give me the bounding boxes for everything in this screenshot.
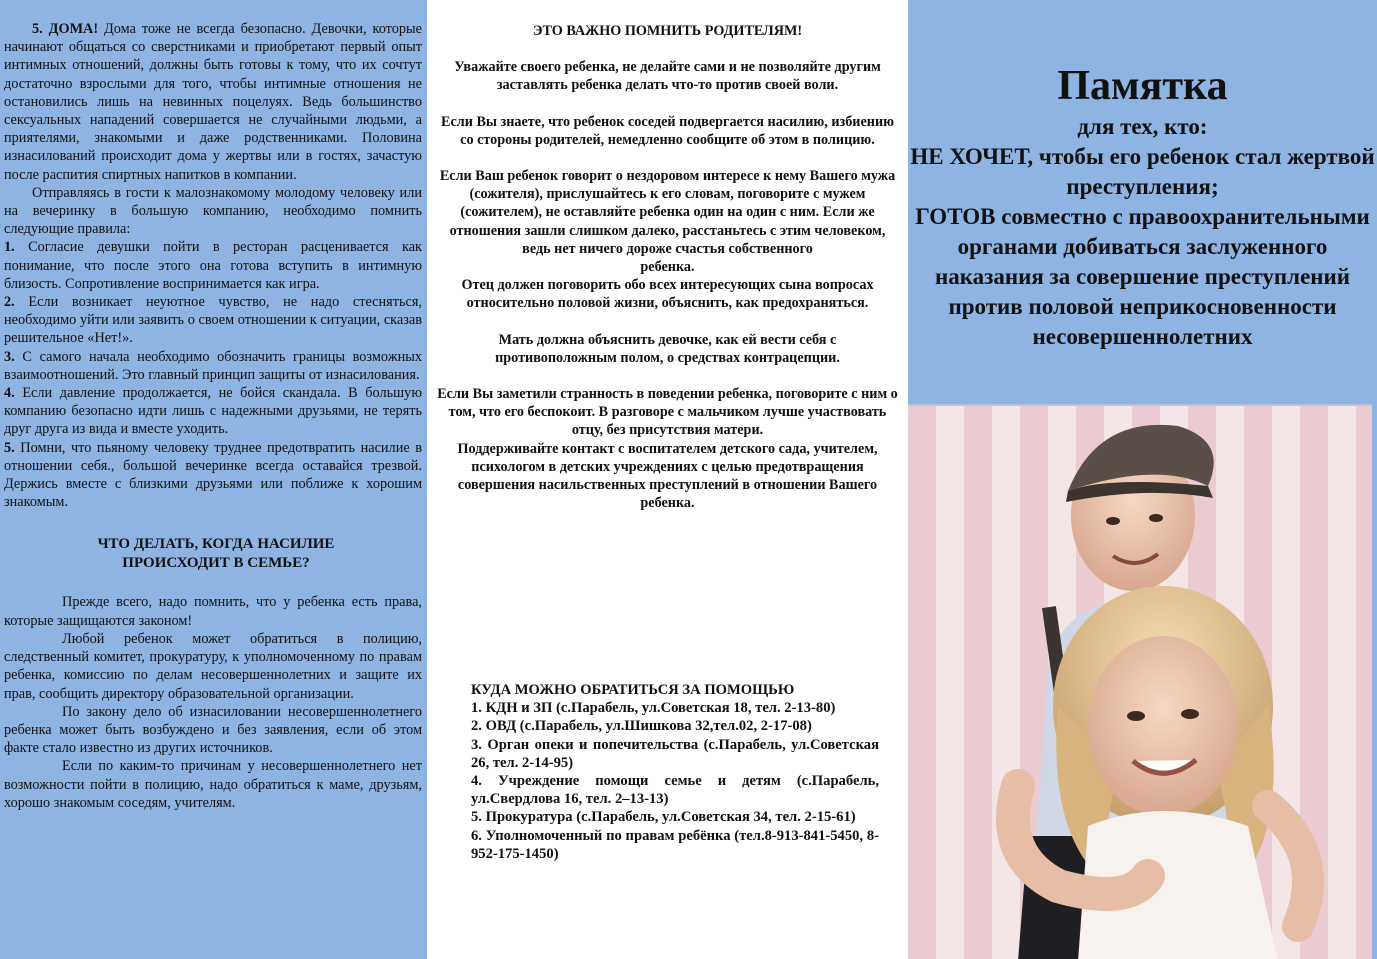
contact-item: 1. КДН и ЗП (с.Парабель, ул.Советская 18, тел. 2-13-80) <box>471 700 836 717</box>
rule-number: 4. <box>4 385 15 402</box>
paragraph-text: Дома тоже не всегда безопасно. Девочки, которые начинают общаться со сверстниками и приобретают первый опыт интимных отношений, должны быть готовы к тому, что их сочтут достаточно взрослыми для того, чтобы интимные отношения не остановились лишь на невинных поцелуях. Ведь большинство сексуальных нападений совершается не случайными людьми, а приятелями, знакомыми и даже родственниками. Половина изнасилований происходит дома у жертвы или в гостях, зачастую после распития спиртных напитков в компании. <box>4 21 422 183</box>
rule-item <box>4 439 422 512</box>
contact-item: 3. Орган опеки и попечительства (с.Парабель, ул.Советская 26, тел. 2-14-95) <box>471 736 879 771</box>
contacts-title: КУДА МОЖНО ОБРАТИТЬСЯ ЗА ПОМОЩЬЮ <box>471 682 795 698</box>
paragraph-rules-intro: Отправляясь в гости к малознакомому молодому человеку или на вечеринку в большую компанию, необходимо помнить следующие правила: <box>4 184 422 238</box>
middle-title: ЭТО ВАЖНО ПОМНИТЬ РОДИТЕЛЯМ! <box>532 23 803 39</box>
paragraph-home <box>4 20 422 184</box>
subtitle-line: НЕ ХОЧЕТ, чтобы его ребенок стал жертвой преступления; <box>910 144 1375 199</box>
rule-text: Если возникает неуютное чувство, не надо стесняться, необходимо уйти или заявить о своем отношении к ситуации, сказав решительное «Нет!». <box>4 294 423 347</box>
rule-item <box>4 384 422 439</box>
rule-text: Если давление продолжается, не бойся скандала. В большую компанию безопасно идти лишь с надежными друзьями, не терять друг друга из вида и вместе уходить. <box>4 385 422 438</box>
section-heading: ЧТО ДЕЛАТЬ, КОГДА НАСИЛИЕ ПРОИСХОДИТ В СЕМЬЕ? <box>97 536 335 572</box>
advice-paragraph: Уважайте своего ребенка, не делайте сами и не позволяйте другим заставлять ребенка делать что-то против своей воли. <box>454 59 881 94</box>
contacts-section <box>471 681 879 863</box>
subtitle-line: ГОТОВ совместно с правоохранительными органами добиваться заслуженного наказания за совершение преступлений против половой неприкосновенности несовершеннолетних <box>915 204 1370 349</box>
left-panel <box>0 0 427 959</box>
children-photo <box>908 404 1372 959</box>
rule-number: 1. <box>4 239 15 256</box>
rule-number: 3. <box>4 348 15 365</box>
advice-paragraph: Отец должен поговорить обо всех интересующих сына вопросах относительно половой жизни, объяснить, как предохраняться. <box>461 277 874 312</box>
paragraph-rights: Прежде всего, надо помнить, что у ребенка есть права, которые защищаются законом! <box>4 594 422 629</box>
item-number: 5. <box>32 21 43 37</box>
rule-item <box>4 238 422 293</box>
paragraph-if-cannot: Если по каким-то причинам у несовершеннолетнего нет возможности пойти в полицию, надо обратиться к маме, друзьям, хорошо знакомым соседям, учителям. <box>4 758 422 811</box>
title-block <box>908 60 1377 352</box>
rule-item <box>4 348 422 384</box>
advice-paragraph: Если Вы заметили странность в поведении ребенка, поговорите с ним о том, что его беспокоит. В разговоре с мальчиком лучше участвовать отцу, без присутствия матери. <box>437 386 898 439</box>
contact-item: 4. Учреждение помощи семье и детям (с.Парабель, ул.Свердлова 16, тел. 2–13-13) <box>471 773 879 808</box>
paragraph-contact-police: Любой ребенок может обратиться в полицию, следственный комитет, прокуратуру, к уполномоченному по правам ребенка, комиссию по делам несовершеннолетних и защите их прав, сообщить директору образовательной организации. <box>4 630 422 702</box>
rule-text: Помни, что пьяному человеку труднее предотвратить насилие в отношении себя., большой вечеринке всегда оставайся трезвой. Держись вместе с близкими друзьями или поближе к хорошим знакомым. <box>4 439 422 511</box>
paragraph-law: По закону дело об изнасиловании несовершеннолетнего ребенка может быть возбуждено и без заявления, если об этом факте стало известно из других источников. <box>4 703 422 757</box>
rule-number: 5. <box>4 439 15 456</box>
right-panel <box>908 0 1377 959</box>
advice-paragraph: Если Ваш ребенок говорит о нездоровом интересе к нему Вашего мужа (сожителя), прислушайтесь к его словам, поговорите с мужем (сожителем), не оставляйте ребенка один на один с ним. Если же отношения зашли слишком далеко, расстаньтесь с этим человеком, ведь нет ничего дороже счастья собственного <box>439 168 896 257</box>
advice-paragraph: Поддерживайте контакт с воспитателем детского сада, учителем, психологом в детских учреждениях с целью предотвращения совершения насильственных преступлений в отношении Вашего ребенка. <box>457 440 878 512</box>
advice-paragraph: ребенка. <box>640 259 695 276</box>
rule-text: Согласие девушки пойти в ресторан расценивается как понимание, что после этого она готова вступить в интимную близость. Сопротивление воспринимается как игра. <box>4 239 422 292</box>
contact-item: 6. Уполномоченный по правам ребёнка (тел.8-913-841-5450, 8-952-175-1450) <box>471 827 879 862</box>
rule-number: 2. <box>4 294 15 311</box>
advice-paragraph: Мать должна объяснить девочке, как ей вести себя с противоположным полом, о средствах контрацепции. <box>495 331 840 366</box>
rule-item <box>4 293 422 348</box>
subtitle-line: для тех, кто: <box>1077 114 1208 139</box>
paragraph-heading: ДОМА! <box>48 21 99 37</box>
contact-item: 5. Прокуратура (с.Парабель, ул.Советская 34, тел. 2-15-61) <box>471 809 856 826</box>
contact-item: 2. ОВД (с.Парабель, ул.Шишкова 32,тел.02, 2-17-08) <box>471 718 812 735</box>
page-title: Памятка <box>1057 63 1228 109</box>
advice-paragraph: Если Вы знаете, что ребенок соседей подвергается насилию, избиению со стороны родителей, немедленно сообщите об этом в полицию. <box>441 113 894 148</box>
rule-text: С самого начала необходимо обозначить границы возможных взаимоотношений. Это главный принцип защиты от изнасилования. <box>4 348 422 383</box>
